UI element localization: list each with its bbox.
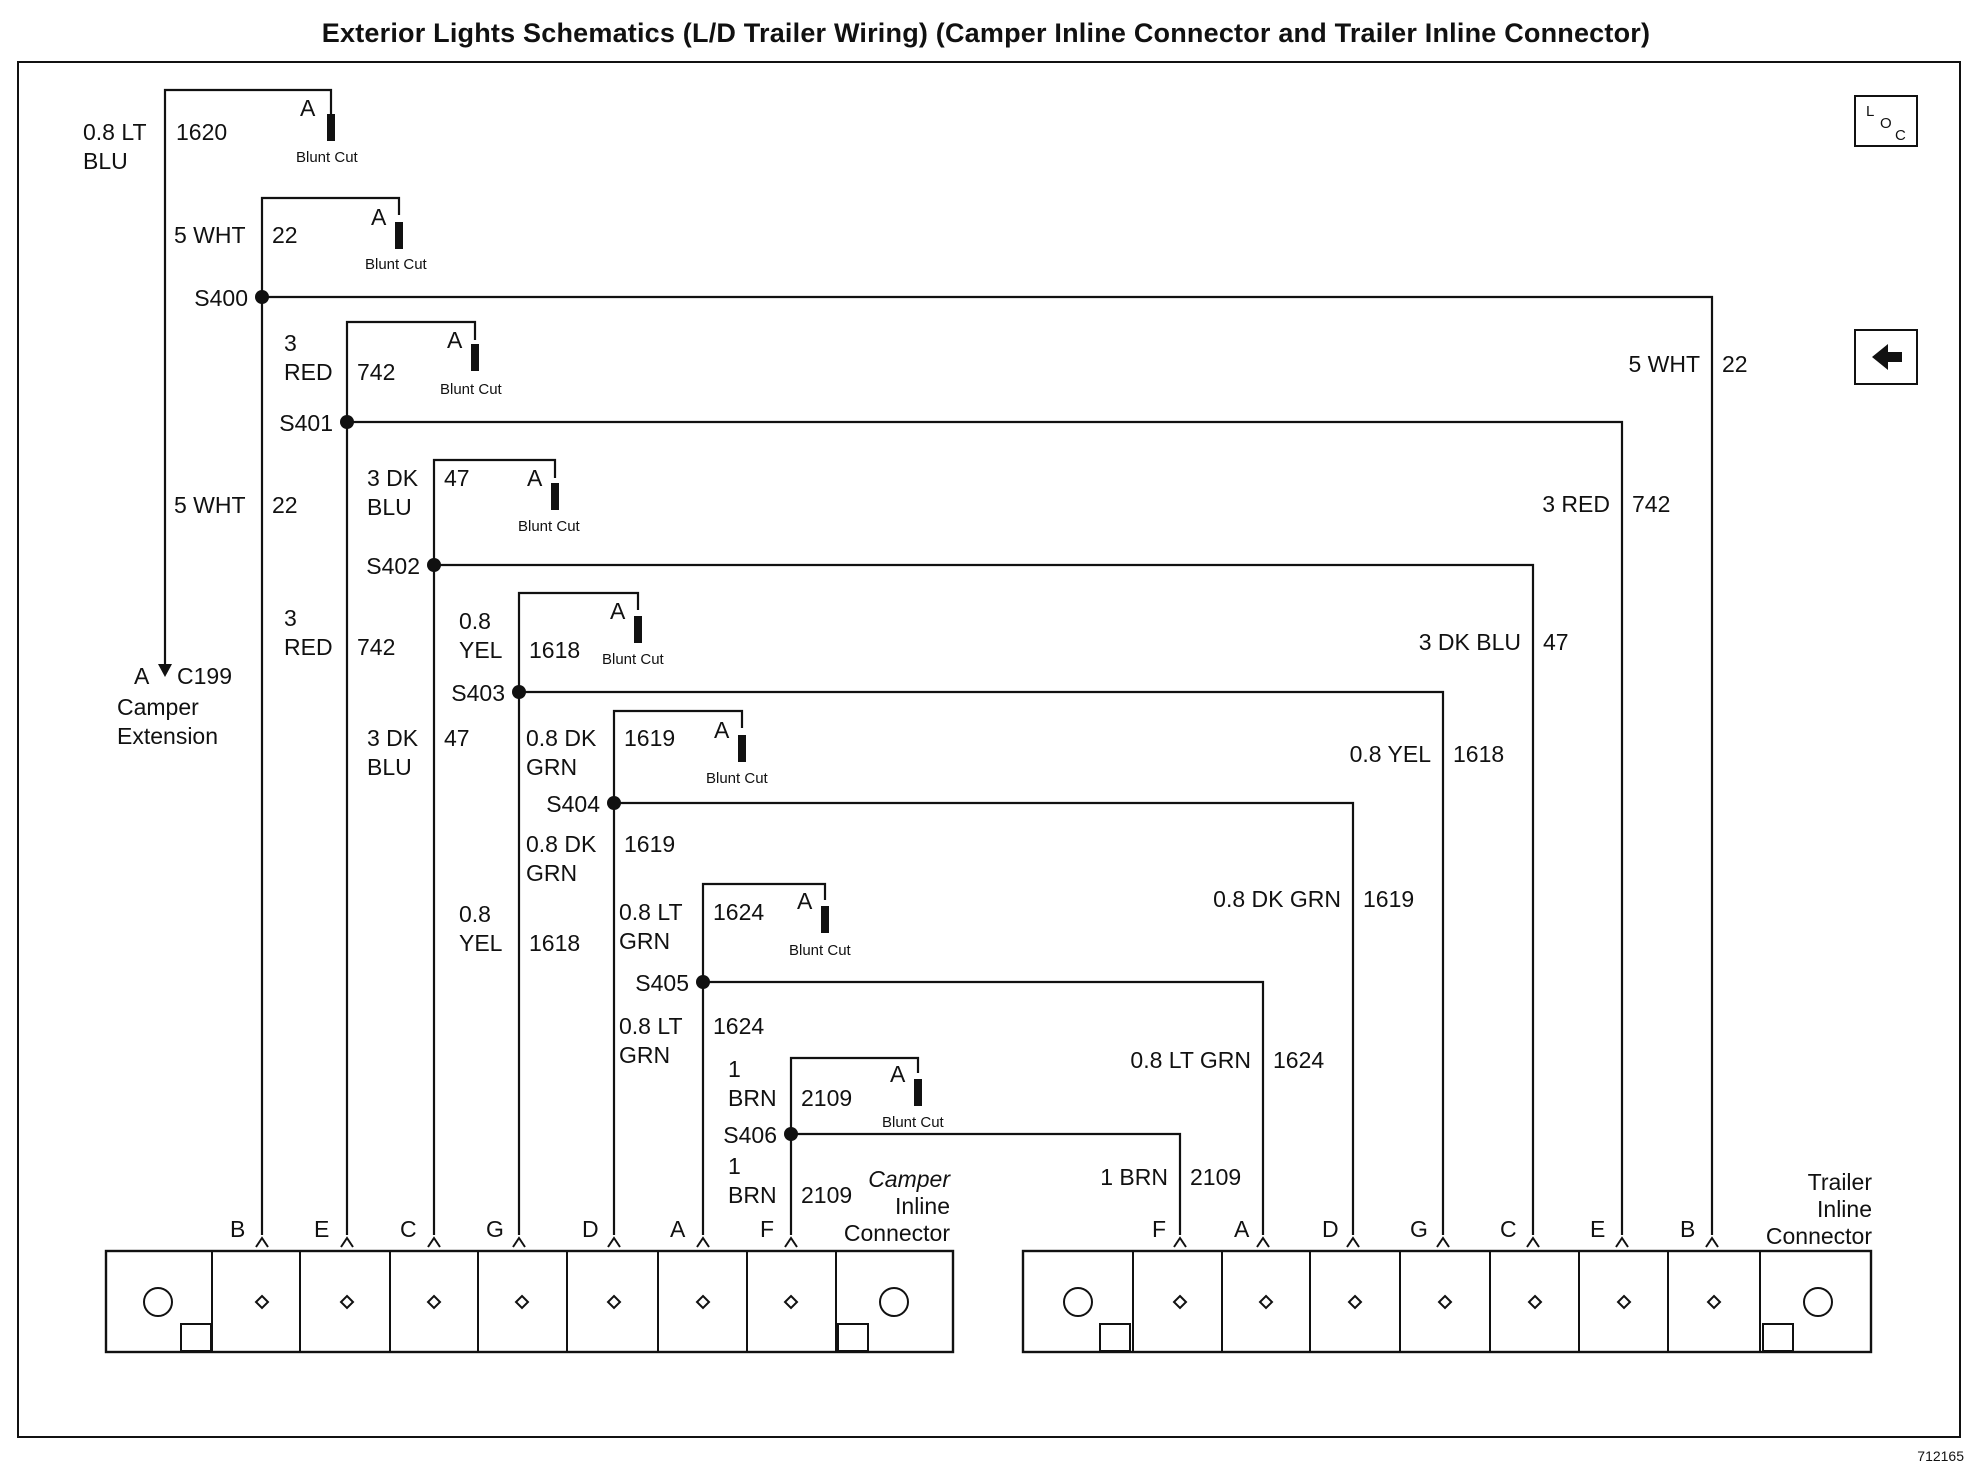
camper-connector-label: Inline: [895, 1193, 950, 1219]
loc-icon[interactable]: [1855, 96, 1917, 146]
camper-pin-label: D: [582, 1216, 599, 1242]
wire-color-label: 5 WHT: [174, 492, 246, 518]
blunt-cut-742: [440, 327, 503, 398]
wire-color-label: GRN: [619, 928, 671, 954]
wire-color-label: 0.8: [459, 901, 491, 927]
trailer-connector-label: Inline: [1817, 1196, 1872, 1222]
c199-pin-label: A: [134, 663, 150, 689]
circuit-label: 2109: [801, 1182, 853, 1208]
svg-text:O: O: [1880, 115, 1892, 132]
trailer-pin-label: G: [1410, 1216, 1428, 1242]
circuit-label: 1620: [176, 119, 228, 145]
splice-s401-dot: [340, 415, 354, 429]
svg-text:A: A: [610, 598, 626, 624]
blunt-cut-22: [365, 204, 428, 273]
svg-text:Blunt Cut: Blunt Cut: [706, 770, 768, 787]
circuit-label: 2109: [1190, 1164, 1242, 1190]
camper-connector-label: Camper: [868, 1166, 950, 1192]
wire-color-label: 0.8 LT GRN: [1130, 1047, 1251, 1073]
camper-inline-connector: [106, 1251, 953, 1352]
circuit-label: 742: [357, 359, 396, 385]
wire-color-label: 3: [284, 330, 297, 356]
svg-text:A: A: [300, 95, 316, 121]
wire-color-label: 0.8 DK: [526, 831, 597, 857]
splice-s403-dot: [512, 685, 526, 699]
circuit-label: 2109: [801, 1085, 853, 1111]
wire-color-label: 1: [728, 1153, 741, 1179]
wire-color-label: 0.8 YEL: [1349, 741, 1431, 767]
camper-pin-label: A: [670, 1216, 686, 1242]
wire-color-label: GRN: [526, 754, 578, 780]
wire-color-label: 1 BRN: [1100, 1164, 1168, 1190]
circuit-label: 1619: [1363, 886, 1415, 912]
camper-pin-label: B: [230, 1216, 246, 1242]
wire-color-label: 0.8 DK: [526, 725, 597, 751]
splice-s402-dot: [427, 558, 441, 572]
splice-s404-dot: [607, 796, 621, 810]
blunt-cut-2109: [882, 1061, 945, 1131]
svg-text:A: A: [447, 327, 463, 353]
svg-text:A: A: [714, 717, 730, 743]
circuit-label: 742: [1632, 491, 1671, 517]
svg-text:L: L: [1866, 103, 1875, 120]
circuit-label: 1618: [1453, 741, 1505, 767]
wire-color-label: BRN: [728, 1182, 777, 1208]
splice-s403-label: S403: [451, 680, 505, 706]
blunt-cut-1624: [789, 888, 852, 959]
document-id: 712165: [1917, 1448, 1964, 1464]
wire-color-label: 0.8 LT: [83, 119, 147, 145]
wire-color-label: YEL: [459, 930, 503, 956]
wire-color-label: YEL: [459, 637, 503, 663]
wire-color-label: 1: [728, 1056, 741, 1082]
blunt-cut-47: [518, 465, 581, 535]
wire-color-label: BRN: [728, 1085, 777, 1111]
wire-color-label: 3: [284, 605, 297, 631]
svg-text:A: A: [527, 465, 543, 491]
wire-color-label: 3 DK BLU: [1418, 629, 1521, 655]
svg-text:Blunt Cut: Blunt Cut: [789, 942, 851, 959]
wire-color-label: 5 WHT: [174, 222, 246, 248]
blunt-cut-1619: [706, 717, 769, 787]
wire-color-label: RED: [284, 634, 333, 660]
svg-text:Blunt Cut: Blunt Cut: [518, 518, 580, 535]
splice-s400-label: S400: [194, 285, 248, 311]
splice-s402-label: S402: [366, 553, 420, 579]
circuit-label: 1618: [529, 930, 581, 956]
wire-color-label: BLU: [367, 754, 412, 780]
wire-color-label: 3 DK: [367, 465, 419, 491]
trailer-pin-label: F: [1152, 1216, 1167, 1242]
wire-color-label: 0.8 LT: [619, 899, 683, 925]
circuit-label: 47: [1543, 629, 1569, 655]
camper-pin-label: F: [760, 1216, 775, 1242]
circuit-label: 22: [272, 222, 298, 248]
diagram-title: Exterior Lights Schematics (L/D Trailer Wiring) (Camper Inline Connector and Trailer Inline Connector): [321, 18, 1651, 48]
wire-color-label: GRN: [526, 860, 578, 886]
circuit-label: 1624: [713, 899, 765, 925]
circuit-label: 22: [272, 492, 298, 518]
circuit-label: 22: [1722, 351, 1748, 377]
svg-text:A: A: [890, 1061, 906, 1087]
circuit-label: 47: [444, 465, 470, 491]
wire-color-label: BLU: [83, 148, 128, 174]
wire-color-label: 0.8 LT: [619, 1013, 683, 1039]
trailer-connector-label: Trailer: [1807, 1169, 1872, 1195]
wire-color-label: 0.8: [459, 608, 491, 634]
svg-text:C: C: [1895, 127, 1906, 144]
camper-pin-label: C: [400, 1216, 417, 1242]
circuit-label: 47: [444, 725, 470, 751]
wire-color-label: GRN: [619, 1042, 671, 1068]
circuit-label: 1618: [529, 637, 581, 663]
circuit-label: 1619: [624, 725, 676, 751]
splice-s406-dot: [784, 1127, 798, 1141]
trailer-pin-label: B: [1680, 1216, 1696, 1242]
left-arrow-icon[interactable]: [1855, 330, 1917, 384]
wire-color-label: RED: [284, 359, 333, 385]
splice-s405-label: S405: [635, 970, 689, 996]
circuit-label: 1619: [624, 831, 676, 857]
wire-color-label: 5 WHT: [1628, 351, 1700, 377]
circuit-label: 1624: [713, 1013, 765, 1039]
trailer-pin-label: A: [1234, 1216, 1250, 1242]
trailer-connector-label: Connector: [1765, 1223, 1872, 1249]
c199-desc-label: Extension: [117, 723, 219, 749]
diagram-frame: [18, 62, 1960, 1437]
svg-text:Blunt Cut: Blunt Cut: [882, 1114, 944, 1131]
splice-s405-dot: [696, 975, 710, 989]
splice-s404-label: S404: [546, 791, 600, 817]
wire-color-label: BLU: [367, 494, 412, 520]
c199-name-label: C199: [177, 663, 232, 689]
splice-s400-dot: [255, 290, 269, 304]
trailer-pin-label: C: [1500, 1216, 1517, 1242]
wire-color-label: 0.8 DK GRN: [1213, 886, 1341, 912]
wire-color-label: 3 DK: [367, 725, 419, 751]
svg-text:Blunt Cut: Blunt Cut: [296, 149, 358, 166]
svg-text:Blunt Cut: Blunt Cut: [440, 381, 502, 398]
trailer-pin-label: D: [1322, 1216, 1339, 1242]
svg-text:A: A: [371, 204, 387, 230]
camper-pin-label: E: [314, 1216, 330, 1242]
c199-desc-label: Camper: [117, 694, 199, 720]
blunt-cut-1618: [602, 598, 665, 668]
svg-text:Blunt Cut: Blunt Cut: [602, 651, 664, 668]
splice-s401-label: S401: [279, 410, 333, 436]
blunt-cut-1620: [296, 95, 359, 166]
camper-pin-label: G: [486, 1216, 504, 1242]
svg-text:A: A: [797, 888, 813, 914]
trailer-inline-connector: [1023, 1251, 1871, 1352]
camper-connector-label: Connector: [843, 1220, 950, 1246]
svg-text:Blunt Cut: Blunt Cut: [365, 256, 427, 273]
wire-color-label: 3 RED: [1542, 491, 1610, 517]
trailer-pin-label: E: [1590, 1216, 1606, 1242]
circuit-label: 1624: [1273, 1047, 1325, 1073]
circuit-label: 742: [357, 634, 396, 660]
splice-s406-label: S406: [723, 1122, 777, 1148]
